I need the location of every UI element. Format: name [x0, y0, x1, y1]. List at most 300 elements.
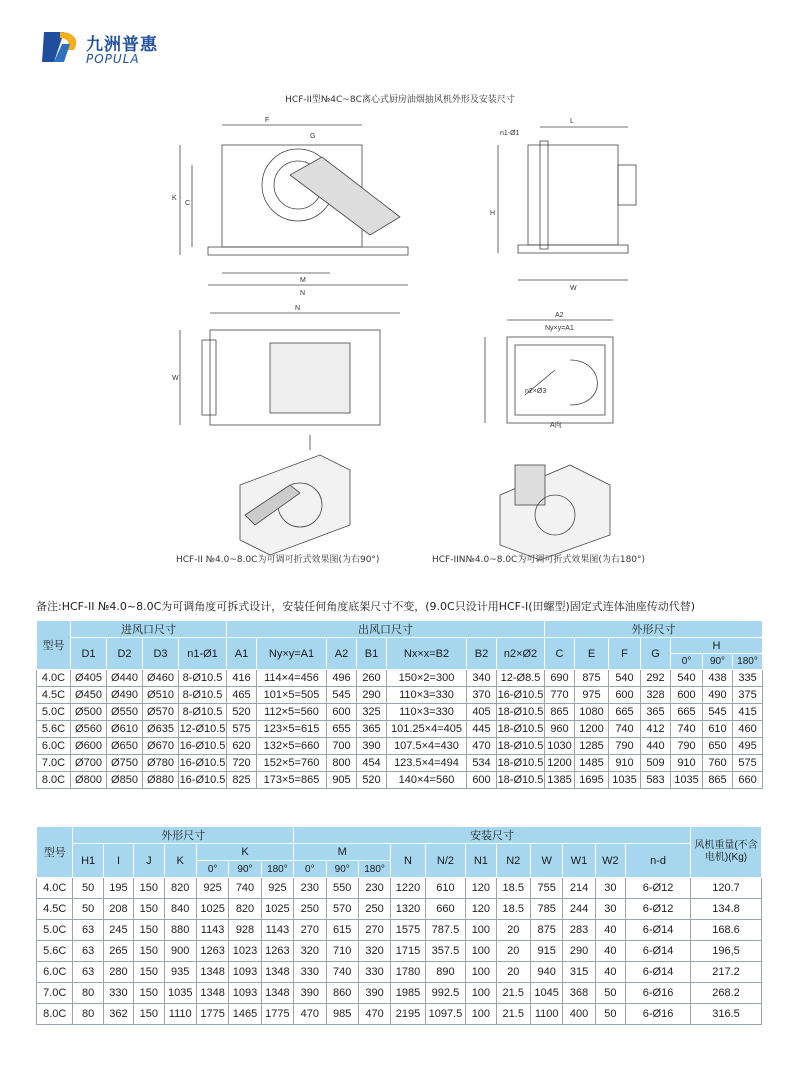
table-cell: 244 — [563, 899, 595, 920]
t2-col-header: I — [103, 844, 133, 878]
table-cell: Ø405 — [71, 670, 107, 687]
table-cell: 496 — [327, 670, 357, 687]
label-M: M — [300, 277, 306, 284]
table-cell: 30 — [595, 878, 625, 899]
table-cell: 1035 — [671, 772, 703, 789]
table-cell: 18-Ø10.5 — [497, 755, 545, 772]
table-cell: 1100 — [530, 1004, 562, 1025]
table-cell: 454 — [357, 755, 387, 772]
label-A2: A2 — [555, 312, 564, 319]
table-cell: 1030 — [545, 738, 575, 755]
table-cell: 150×2=300 — [387, 670, 467, 687]
label-L: L — [570, 118, 574, 125]
label-n1: n1-Ø1 — [500, 130, 520, 137]
table-cell: 1263 — [261, 941, 293, 962]
table-cell: 100 — [466, 983, 496, 1004]
table-cell: 910 — [671, 755, 703, 772]
table-cell: Ø450 — [71, 687, 107, 704]
t1-col-header: B1 — [357, 638, 387, 670]
table-cell: 890 — [425, 962, 465, 983]
isometric-view-90 — [240, 455, 350, 555]
table-cell: 152×5=760 — [257, 755, 327, 772]
table-cell: 268.2 — [691, 983, 762, 1004]
table-cell: 412 — [641, 721, 671, 738]
t2-group-outer: 外形尺寸 — [73, 827, 294, 844]
table-cell: 16-Ø10.5 — [179, 755, 227, 772]
table-cell: 985 — [326, 1004, 358, 1025]
table-cell: 20 — [496, 941, 530, 962]
t1-col-header: D1 — [71, 638, 107, 670]
table-cell: 1220 — [391, 878, 425, 899]
table-cell: 18.5 — [496, 878, 530, 899]
table-cell: 534 — [467, 755, 497, 772]
t2-col-header: N2 — [496, 844, 530, 878]
table-cell: 8-Ø10.5 — [179, 687, 227, 704]
table-cell: 520 — [357, 772, 387, 789]
table-cell: 208 — [103, 899, 133, 920]
t2-body — [37, 878, 762, 1025]
side-view-drawing — [498, 127, 636, 280]
table-cell: 1465 — [229, 1004, 261, 1025]
table-cell: 120 — [466, 878, 496, 899]
table-cell: 615 — [326, 920, 358, 941]
table-cell: 120.7 — [691, 878, 762, 899]
table-cell: 905 — [327, 772, 357, 789]
t2-group-install: 安装尺寸 — [294, 827, 691, 844]
table-cell: 540 — [671, 670, 703, 687]
table-cell: 123.5×4=494 — [387, 755, 467, 772]
table-cell: 1035 — [609, 772, 641, 789]
technical-drawings — [150, 105, 790, 575]
table-cell: 1097.5 — [425, 1004, 465, 1025]
t2-col-header: N/2 — [425, 844, 465, 878]
table-cell: 6-Ø14 — [626, 962, 691, 983]
table-cell: Ø440 — [107, 670, 143, 687]
table-cell: 390 — [358, 983, 390, 1004]
table-cell: 134.8 — [691, 899, 762, 920]
table-cell: 975 — [575, 687, 609, 704]
table-cell: Ø780 — [143, 755, 179, 772]
t1-col-header: C — [545, 638, 575, 670]
table-cell: 550 — [326, 878, 358, 899]
table-cell: 925 — [196, 878, 228, 899]
table-cell: 290 — [563, 941, 595, 962]
label-K: K — [172, 195, 177, 202]
t2-col-header: K — [164, 844, 196, 878]
table-cell: 320 — [358, 941, 390, 962]
table-cell: 18-Ø10.5 — [497, 721, 545, 738]
model-cell: 4.5C — [37, 687, 71, 704]
table-cell: 114×4=456 — [257, 670, 327, 687]
table-cell: 150 — [134, 983, 164, 1004]
table-cell: 196,5 — [691, 941, 762, 962]
table-cell: 63 — [73, 962, 103, 983]
table-cell: 63 — [73, 920, 103, 941]
t1-col-header: G — [641, 638, 671, 670]
table-cell: 101×5=505 — [257, 687, 327, 704]
table-cell: Ø560 — [71, 721, 107, 738]
table-cell: 292 — [641, 670, 671, 687]
table-row — [37, 704, 763, 721]
table-cell: 340 — [467, 670, 497, 687]
table-cell: 520 — [227, 704, 257, 721]
table-cell: 790 — [609, 738, 641, 755]
table-cell: 6-Ø12 — [626, 899, 691, 920]
table-cell: 325 — [357, 704, 387, 721]
table-row — [37, 941, 762, 962]
table-cell: 265 — [103, 941, 133, 962]
t2-m-angle: 0° — [294, 861, 326, 878]
table-cell: 150 — [134, 962, 164, 983]
model-cell: 7.0C — [37, 983, 73, 1004]
table-cell: 992.5 — [425, 983, 465, 1004]
table-cell: 100 — [466, 962, 496, 983]
table-cell: Ø850 — [107, 772, 143, 789]
table-cell: 40 — [595, 920, 625, 941]
isometric-view-180 — [500, 465, 610, 560]
table-cell: 650 — [703, 738, 733, 755]
table-cell: 1485 — [575, 755, 609, 772]
table-cell: 760 — [703, 755, 733, 772]
table-cell: 820 — [229, 899, 261, 920]
table-cell: 740 — [609, 721, 641, 738]
table-cell: 21.5 — [496, 1004, 530, 1025]
table-cell: 1093 — [229, 983, 261, 1004]
table-cell: 1025 — [261, 899, 293, 920]
t1-col-header: B2 — [467, 638, 497, 670]
table-cell: 700 — [327, 738, 357, 755]
table-cell: 150 — [134, 878, 164, 899]
table-cell: 214 — [563, 878, 595, 899]
table-cell: 495 — [733, 738, 763, 755]
table-cell: 470 — [294, 1004, 326, 1025]
t1-angle-header: 180° — [733, 654, 763, 670]
table-row — [37, 670, 763, 687]
table-cell: 665 — [609, 704, 641, 721]
table-cell: 600 — [327, 704, 357, 721]
table-cell: 330 — [103, 983, 133, 1004]
table-cell: 785 — [530, 899, 562, 920]
table-cell: 50 — [73, 899, 103, 920]
note-text: 备注:HCF-II №4.0~8.0C为可调角度可拆式设计，安装任何角度底架尺寸不变，(9.0C只设计用HCF-I(田螺型)固定式连体油座传动代替) — [36, 600, 696, 613]
caption-right: HCF-IIN№4.0~8.0C为可调可折式效果图(为右180°) — [432, 555, 646, 565]
table-cell: 960 — [545, 721, 575, 738]
caption-left: HCF-II №4.0~8.0C为可调可折式效果图(为右90°) — [176, 555, 380, 565]
table-cell: 740 — [326, 962, 358, 983]
table-cell: Ø570 — [143, 704, 179, 721]
model-cell: 4.5C — [37, 899, 73, 920]
table-cell: 875 — [575, 670, 609, 687]
table-cell: 8-Ø10.5 — [179, 670, 227, 687]
t1-col-header: D3 — [143, 638, 179, 670]
t2-m-angle: 180° — [358, 861, 390, 878]
table-cell: 1023 — [229, 941, 261, 962]
table-cell: 1110 — [164, 1004, 196, 1025]
label-A-dir: A向 — [550, 422, 562, 429]
t2-k-angle: 0° — [196, 861, 228, 878]
table-cell: 6-Ø12 — [626, 878, 691, 899]
t2-col-header: W — [530, 844, 562, 878]
table-cell: 915 — [530, 941, 562, 962]
table-cell: 1093 — [229, 962, 261, 983]
table-cell: 1035 — [164, 983, 196, 1004]
table-cell: 368 — [563, 983, 595, 1004]
table-cell: 335 — [733, 670, 763, 687]
table-cell: 283 — [563, 920, 595, 941]
table-cell: 80 — [73, 983, 103, 1004]
table-cell: 50 — [73, 878, 103, 899]
top-view-drawing — [180, 313, 400, 450]
table-cell: 173×5=865 — [257, 772, 327, 789]
table-cell: 1780 — [391, 962, 425, 983]
model-cell: 7.0C — [37, 755, 71, 772]
table-cell: 655 — [327, 721, 357, 738]
t1-col-header: F — [609, 638, 641, 670]
table-cell: 250 — [294, 899, 326, 920]
t2-m-angle: 90° — [326, 861, 358, 878]
table-cell: Ø500 — [71, 704, 107, 721]
table-cell: 400 — [563, 1004, 595, 1025]
model-cell: 8.0C — [37, 772, 71, 789]
table-cell: 6-Ø14 — [626, 941, 691, 962]
table-cell: 600 — [467, 772, 497, 789]
table-cell: 150 — [134, 920, 164, 941]
model-cell: 5.0C — [37, 920, 73, 941]
table-cell: 30 — [595, 899, 625, 920]
table-cell: 740 — [671, 721, 703, 738]
table-row — [37, 962, 762, 983]
table-cell: 740 — [229, 878, 261, 899]
table-cell: 40 — [595, 941, 625, 962]
t2-model-header: 型号 — [37, 827, 73, 878]
table-cell: 540 — [609, 670, 641, 687]
table-cell: 660 — [733, 772, 763, 789]
table-cell: 1348 — [196, 983, 228, 1004]
table-cell: 620 — [227, 738, 257, 755]
table-cell: 365 — [357, 721, 387, 738]
table-cell: 80 — [73, 1004, 103, 1025]
table-cell: 790 — [671, 738, 703, 755]
spec-table-2 — [36, 826, 762, 1025]
t2-col-header: W2 — [595, 844, 625, 878]
table-cell: 140×4=560 — [387, 772, 467, 789]
table-cell: 1025 — [196, 899, 228, 920]
table-cell: 330 — [358, 962, 390, 983]
table-cell: 362 — [103, 1004, 133, 1025]
table-cell: 710 — [326, 941, 358, 962]
table-cell: 110×3=330 — [387, 704, 467, 721]
t1-group-inlet: 进风口尺寸 — [71, 621, 227, 638]
table-cell: 438 — [703, 670, 733, 687]
model-cell: 4.0C — [37, 670, 71, 687]
table-cell: Ø670 — [143, 738, 179, 755]
table-cell: 509 — [641, 755, 671, 772]
table-row — [37, 687, 763, 704]
table-row — [37, 755, 763, 772]
spec-table-1 — [36, 620, 763, 789]
table-cell: 365 — [641, 704, 671, 721]
table-cell: 6-Ø14 — [626, 920, 691, 941]
label-C: C — [185, 200, 191, 207]
t1-col-header: n2×Ø2 — [497, 638, 545, 670]
table-cell: 910 — [609, 755, 641, 772]
t2-col-header: N1 — [466, 844, 496, 878]
table-cell: 415 — [733, 704, 763, 721]
t1-model-header: 型号 — [37, 621, 71, 670]
table-cell: 1200 — [545, 755, 575, 772]
table-cell: 545 — [327, 687, 357, 704]
brand-name-en: POPULA — [86, 52, 140, 66]
table-cell: 16-Ø10.5 — [497, 687, 545, 704]
table-cell: 470 — [467, 738, 497, 755]
table-cell: 940 — [530, 962, 562, 983]
t1-col-header: A2 — [327, 638, 357, 670]
table-cell: 660 — [425, 899, 465, 920]
table-cell: 1348 — [196, 962, 228, 983]
table-cell: 460 — [733, 721, 763, 738]
table-cell: 928 — [229, 920, 261, 941]
t2-col-header: n-d — [626, 844, 691, 878]
label-W-top: W — [172, 375, 179, 382]
table-row — [37, 899, 762, 920]
table-cell: 375 — [733, 687, 763, 704]
table-cell: 1348 — [261, 983, 293, 1004]
table-cell: 1695 — [575, 772, 609, 789]
t1-body — [37, 670, 763, 789]
table-cell: 690 — [545, 670, 575, 687]
label-H: H — [490, 210, 496, 217]
table-cell: 860 — [326, 983, 358, 1004]
label-N-top: N — [295, 305, 301, 312]
table-cell: 1775 — [261, 1004, 293, 1025]
t1-col-header: E — [575, 638, 609, 670]
table-cell: 545 — [703, 704, 733, 721]
table-cell: 16-Ø10.5 — [179, 738, 227, 755]
table-cell: 63 — [73, 941, 103, 962]
model-cell: 8.0C — [37, 1004, 73, 1025]
table-cell: 490 — [703, 687, 733, 704]
table-cell: 570 — [326, 899, 358, 920]
table-cell: 665 — [671, 704, 703, 721]
table-cell: 328 — [641, 687, 671, 704]
table-cell: 16-Ø10.5 — [179, 772, 227, 789]
table-row — [37, 721, 763, 738]
table-cell: 600 — [609, 687, 641, 704]
t1-col-header: Ny×y=A1 — [257, 638, 327, 670]
t1-group-outlet: 出风口尺寸 — [227, 621, 545, 638]
table-cell: Ø700 — [71, 755, 107, 772]
table-cell: Ø600 — [71, 738, 107, 755]
table-cell: 925 — [261, 878, 293, 899]
table-cell: 150 — [134, 899, 164, 920]
table-cell: 900 — [164, 941, 196, 962]
table-cell: 370 — [467, 687, 497, 704]
table-cell: Ø510 — [143, 687, 179, 704]
table-cell: 575 — [733, 755, 763, 772]
table-cell: 107.5×4=430 — [387, 738, 467, 755]
t2-col-header: N — [391, 844, 425, 878]
table-cell: 390 — [357, 738, 387, 755]
table-cell: 330 — [294, 962, 326, 983]
table-cell: 770 — [545, 687, 575, 704]
table-cell: 720 — [227, 755, 257, 772]
table-cell: 20 — [496, 962, 530, 983]
page-title: HCF-II型№4C~8C离心式厨房油烟抽风机外形及安装尺寸 — [285, 95, 515, 105]
table-cell: Ø550 — [107, 704, 143, 721]
table-cell: 1263 — [196, 941, 228, 962]
table-cell: 150 — [134, 941, 164, 962]
table-cell: 6-Ø16 — [626, 983, 691, 1004]
table-cell: 21.5 — [496, 983, 530, 1004]
table-cell: 316.5 — [691, 1004, 762, 1025]
model-cell: 4.0C — [37, 878, 73, 899]
table-cell: 1143 — [196, 920, 228, 941]
outlet-view-drawing — [485, 320, 613, 423]
table-cell: 112×5=560 — [257, 704, 327, 721]
model-cell: 5.6C — [37, 721, 71, 738]
table-cell: 18-Ø10.5 — [497, 738, 545, 755]
t1-col-header: n1-Ø1 — [179, 638, 227, 670]
table-cell: 101.25×4=405 — [387, 721, 467, 738]
t2-weight-header: 风机重量(不含电机)(Kg) — [691, 827, 762, 878]
model-cell: 5.6C — [37, 941, 73, 962]
table-row — [37, 738, 763, 755]
table-cell: Ø610 — [107, 721, 143, 738]
table-cell: 8-Ø10.5 — [179, 704, 227, 721]
t1-group-outer: 外形尺寸 — [545, 621, 763, 638]
table-cell: 610 — [703, 721, 733, 738]
table-cell: 416 — [227, 670, 257, 687]
table-cell: 100 — [466, 941, 496, 962]
table-cell: 1385 — [545, 772, 575, 789]
table-cell: 230 — [358, 878, 390, 899]
table-cell: 820 — [164, 878, 196, 899]
table-row — [37, 878, 762, 899]
table-cell: 440 — [641, 738, 671, 755]
table-cell: 1985 — [391, 983, 425, 1004]
table-cell: 875 — [530, 920, 562, 941]
table-cell: 120 — [466, 899, 496, 920]
table-cell: 865 — [703, 772, 733, 789]
table-cell: 6-Ø16 — [626, 1004, 691, 1025]
table-cell: 825 — [227, 772, 257, 789]
table-cell: 1320 — [391, 899, 425, 920]
table-cell: 18-Ø10.5 — [497, 704, 545, 721]
table-cell: 1285 — [575, 738, 609, 755]
table-cell: Ø650 — [107, 738, 143, 755]
front-view-drawing — [180, 125, 408, 285]
table-cell: Ø635 — [143, 721, 179, 738]
table-cell: Ø490 — [107, 687, 143, 704]
table-cell: 320 — [294, 941, 326, 962]
table-cell: 290 — [357, 687, 387, 704]
table-row — [37, 772, 763, 789]
table-cell: 787.5 — [425, 920, 465, 941]
t2-k-header: K — [196, 844, 293, 861]
table-cell: 390 — [294, 983, 326, 1004]
table-cell: 357.5 — [425, 941, 465, 962]
table-cell: 250 — [358, 899, 390, 920]
model-cell: 6.0C — [37, 962, 73, 983]
table-cell: 2195 — [391, 1004, 425, 1025]
t1-angle-header: 0° — [671, 654, 703, 670]
table-cell: 110×3=330 — [387, 687, 467, 704]
table-cell: 470 — [358, 1004, 390, 1025]
model-cell: 5.0C — [37, 704, 71, 721]
table-cell: 1045 — [530, 983, 562, 1004]
table-cell: 270 — [358, 920, 390, 941]
table-cell: 50 — [595, 1004, 625, 1025]
